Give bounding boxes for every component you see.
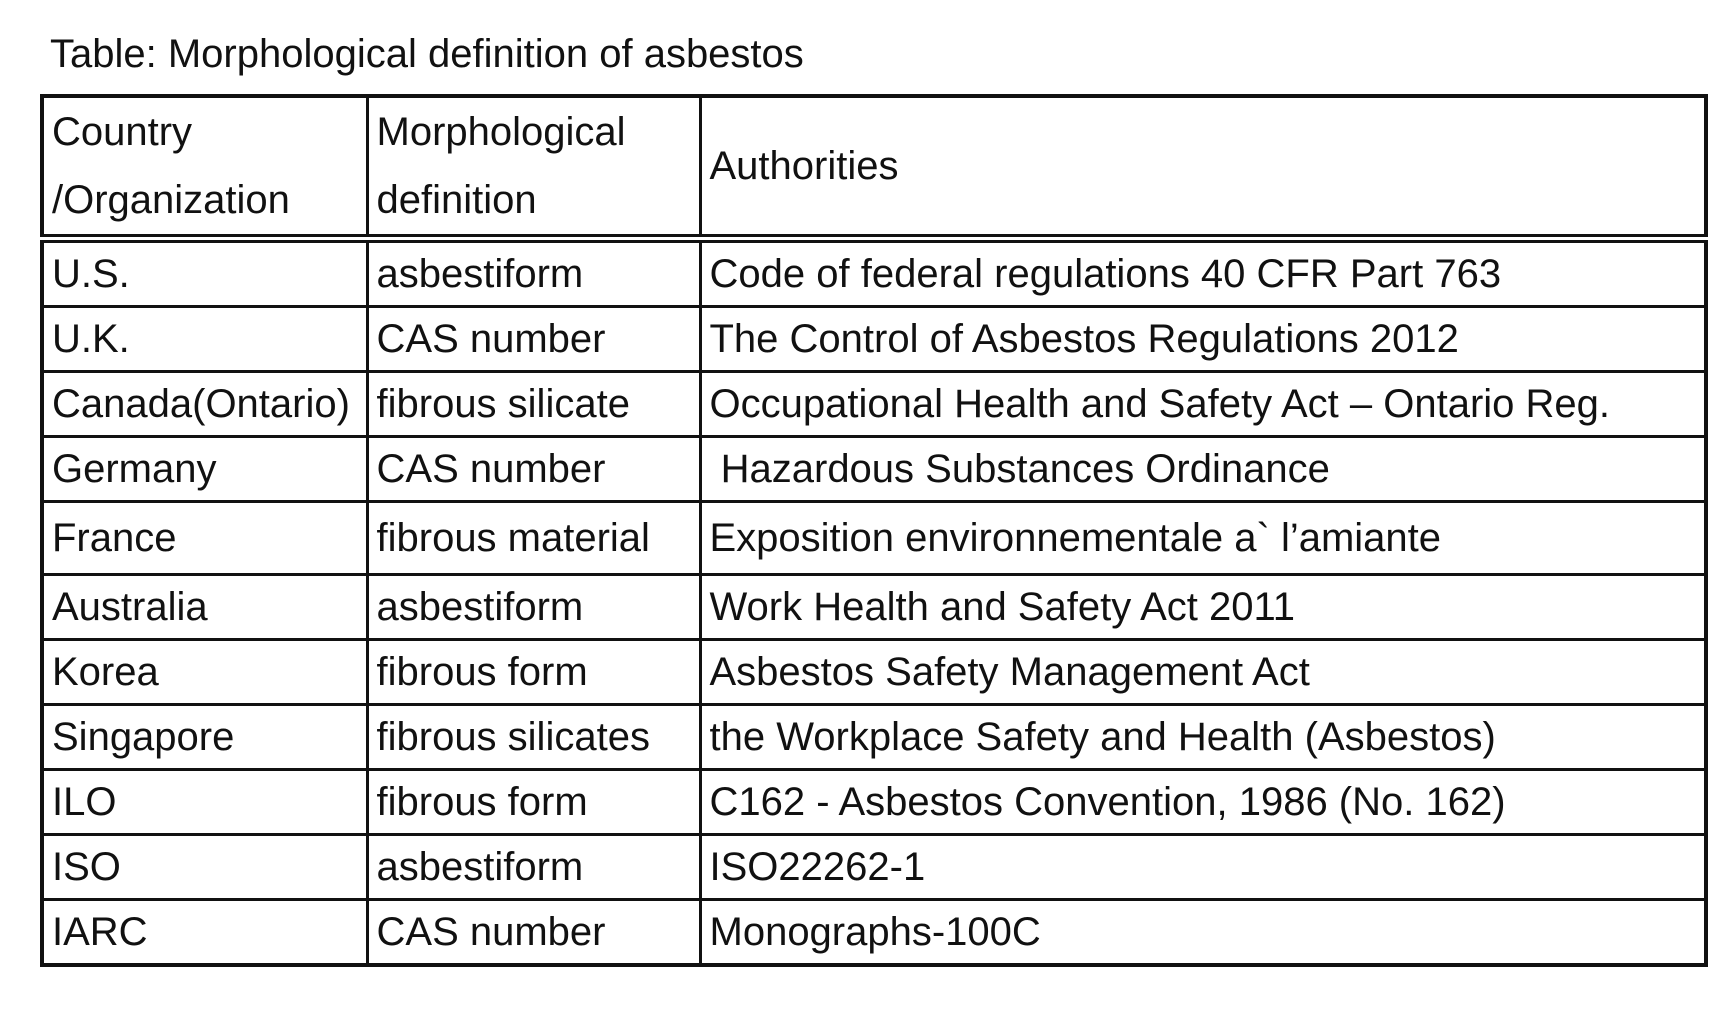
cell-authority: Exposition environnementale a` l’amiante [700, 502, 1706, 575]
cell-definition: CAS number [367, 437, 700, 502]
cell-country: ILO [42, 770, 367, 835]
table-row [42, 239, 1706, 307]
table-row [42, 835, 1706, 900]
cell-definition: CAS number [367, 900, 700, 966]
cell-authority: Monographs-100C [700, 900, 1706, 966]
header-country-line2: /Organization [52, 178, 290, 222]
cell-country: U.K. [42, 307, 367, 372]
table-row [42, 437, 1706, 502]
cell-authority: ISO22262-1 [700, 835, 1706, 900]
cell-definition: fibrous silicate [367, 372, 700, 437]
table-row [42, 372, 1706, 437]
cell-definition: fibrous silicates [367, 705, 700, 770]
header-row [42, 96, 1706, 239]
cell-country: ISO [42, 835, 367, 900]
asbestos-definition-table [40, 94, 1708, 967]
cell-definition: asbestiform [367, 239, 700, 307]
cell-authority: Code of federal regulations 40 CFR Part 763 [700, 239, 1706, 307]
header-country-line1: Country [52, 110, 193, 154]
cell-authority: Work Health and Safety Act 2011 [700, 575, 1706, 640]
table-row [42, 640, 1706, 705]
cell-authority: Asbestos Safety Management Act [700, 640, 1706, 705]
cell-definition: fibrous form [367, 770, 700, 835]
cell-definition: asbestiform [367, 575, 700, 640]
cell-authority: C162 - Asbestos Convention, 1986 (No. 162) [700, 770, 1706, 835]
cell-country: Canada(Ontario) [42, 372, 367, 437]
cell-country: France [42, 502, 367, 575]
cell-definition: fibrous material [367, 502, 700, 575]
cell-country: IARC [42, 900, 367, 966]
header-definition-line1: Morphological [376, 110, 626, 154]
table-caption: Table: Morphological definition of asbestos [50, 32, 804, 76]
table-row [42, 770, 1706, 835]
cell-country: Australia [42, 575, 367, 640]
cell-authority: the Workplace Safety and Health (Asbestos) [700, 705, 1706, 770]
cell-authority: The Control of Asbestos Regulations 2012 [700, 307, 1706, 372]
table-row [42, 705, 1706, 770]
cell-country: Singapore [42, 705, 367, 770]
cell-country: Korea [42, 640, 367, 705]
cell-definition: CAS number [367, 307, 700, 372]
header-definition-line2: definition [376, 178, 537, 222]
table-row [42, 575, 1706, 640]
cell-authority: Occupational Health and Safety Act – Ontario Reg. [700, 372, 1706, 437]
cell-country: U.S. [42, 239, 367, 307]
table-body [42, 239, 1706, 966]
table-row [42, 900, 1706, 966]
table-row [42, 502, 1706, 575]
header-definition [367, 96, 700, 239]
cell-definition: fibrous form [367, 640, 700, 705]
table-header [42, 96, 1706, 239]
cell-authority: Hazardous Substances Ordinance [700, 437, 1706, 502]
table-row [42, 307, 1706, 372]
header-country [42, 96, 367, 239]
cell-definition: asbestiform [367, 835, 700, 900]
cell-country: Germany [42, 437, 367, 502]
header-authorities: Authorities [700, 96, 1706, 239]
